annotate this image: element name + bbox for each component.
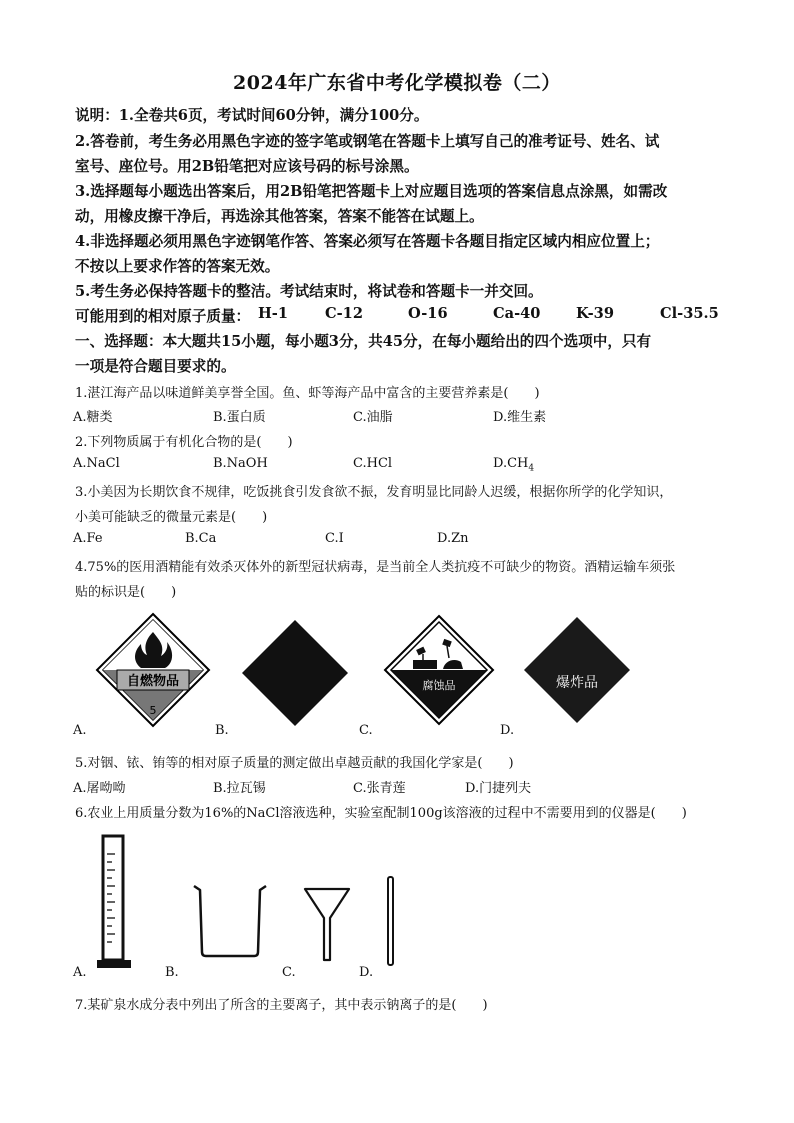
q3-option-a[interactable]: A.Fe: [73, 531, 103, 546]
question-3-stem: 3.小美因为长期饮食不规律，吃饭挑食引发食欲不振，发育明显比同龄人迟缓，根据你所学的化学知识，: [75, 485, 673, 500]
q5-option-a[interactable]: A.屠呦呦: [73, 781, 126, 796]
atomic-mass-c: C-12: [325, 305, 363, 322]
question-2-stem: 2.下列物质属于有机化合物的是( ): [75, 435, 293, 450]
q2-option-b[interactable]: B.NaOH: [213, 456, 268, 471]
question-5-stem: 5.对铟、铱、铕等的相对原子质量的测定做出卓越贡献的我国化学家是( ): [75, 756, 514, 771]
q1-option-d[interactable]: D.维生素: [493, 410, 547, 425]
instruction-line: 不按以上要求作答的答案无效。: [75, 258, 280, 275]
question-7-stem: 7.某矿泉水成分表中列出了所含的主要离子，其中表示钠离子的是( ): [75, 998, 488, 1013]
q2-option-d-subscript: 4: [528, 463, 535, 474]
sign-a-class-number: 5: [149, 704, 157, 717]
explosive-sign-icon[interactable]: [522, 615, 632, 725]
atomic-mass-cl: Cl-35.5: [660, 305, 719, 322]
q5-option-b[interactable]: B.拉瓦锡: [213, 781, 266, 796]
instruction-line: 动，用橡皮擦干净后，再选涂其他答案，答案不能答在试题上。: [75, 208, 484, 225]
section-heading: 一、选择题：本大题共15小题，每小题3分，共45分，在每小题给出的四个选项中，只有: [75, 333, 652, 350]
q4-option-a[interactable]: A.: [73, 723, 87, 738]
q2-option-a[interactable]: A.NaCl: [73, 456, 120, 471]
beaker-icon[interactable]: [190, 880, 270, 960]
corrosive-sign-icon[interactable]: [383, 614, 495, 726]
atomic-mass-o: O-16: [408, 305, 448, 322]
instruction-line: 说明：1.全卷共6页，考试时间60分钟，满分100分。: [75, 107, 429, 124]
exam-title: 2024年广东省中考化学模拟卷（二）: [233, 72, 561, 94]
atomic-mass-k: K-39: [576, 305, 614, 322]
question-4-stem-cont: 贴的标识是( ): [75, 585, 177, 600]
glass-rod-icon[interactable]: [384, 874, 398, 970]
sign-d-label: 爆炸品: [556, 675, 598, 691]
instruction-line: 5.考生务必保持答题卡的整洁。考试结束时，将试卷和答题卡一并交回。: [75, 283, 543, 300]
q5-option-d[interactable]: D.门捷列夫: [465, 781, 532, 796]
atomic-mass-h: H-1: [258, 305, 288, 322]
q2-option-d-text: D.CH: [493, 456, 529, 471]
atomic-masses-label: 可能用到的相对原子质量：: [75, 308, 251, 325]
q2-option-d[interactable]: [493, 456, 534, 474]
q3-option-b[interactable]: B.Ca: [185, 531, 217, 546]
funnel-icon[interactable]: [302, 884, 352, 964]
q4-option-c[interactable]: C.: [359, 723, 373, 738]
q6-option-a[interactable]: A.: [73, 965, 87, 980]
q1-option-a[interactable]: A.糖类: [73, 410, 113, 425]
question-1-stem: 1.湛江海产品以味道鲜美享誉全国。鱼、虾等海产品中富含的主要营养素是( ): [75, 386, 540, 401]
black-diamond-sign-icon[interactable]: [240, 618, 350, 728]
q5-option-c[interactable]: C.张青莲: [353, 781, 406, 796]
section-heading: 一项是符合题目要求的。: [75, 358, 236, 375]
instruction-line: 2.答卷前，考生务必用黑色字迹的签字笔或钢笔在答题卡上填写自己的准考证号、姓名、试: [75, 133, 660, 150]
q3-option-d[interactable]: D.Zn: [437, 531, 469, 546]
question-4-stem: 4.75%的医用酒精能有效杀灭体外的新型冠状病毒，是当前全人类抗疫不可缺少的物资。酒精运输车须张: [75, 560, 676, 575]
q4-option-b[interactable]: B.: [215, 723, 229, 738]
instruction-line: 4.非选择题必须用黑色字迹钢笔作答、答案必须写在答题卡各题目指定区域内相应位置上；: [75, 233, 660, 250]
q6-option-d[interactable]: D.: [359, 965, 374, 980]
question-3-stem-cont: 小美可能缺乏的微量元素是( ): [75, 510, 268, 525]
q4-option-d[interactable]: D.: [500, 723, 515, 738]
sign-a-label: 自燃物品: [126, 674, 180, 689]
q3-option-c[interactable]: C.I: [325, 531, 344, 546]
q1-option-b[interactable]: B.蛋白质: [213, 410, 266, 425]
instruction-line: 3.选择题每小题选出答案后，用2B铅笔把答题卡上对应题目选项的答案信息点涂黑，如需改: [75, 183, 668, 200]
q6-option-b[interactable]: B.: [165, 965, 179, 980]
q2-option-c[interactable]: C.HCl: [353, 456, 393, 471]
graduated-cylinder-icon[interactable]: [95, 834, 137, 972]
spontaneous-combustion-sign-icon[interactable]: [95, 612, 211, 728]
atomic-mass-ca: Ca-40: [493, 305, 541, 322]
instruction-line: 室号、座位号。用2B铅笔把对应该号码的标号涂黑。: [75, 158, 419, 175]
question-6-stem: 6.农业上用质量分数为16%的NaCl溶液选种，实验室配制100g该溶液的过程中不需要用到的仪器是( ): [75, 806, 687, 821]
sign-c-label: 腐蚀品: [422, 679, 456, 692]
q6-option-c[interactable]: C.: [282, 965, 296, 980]
q1-option-c[interactable]: C.油脂: [353, 410, 393, 425]
